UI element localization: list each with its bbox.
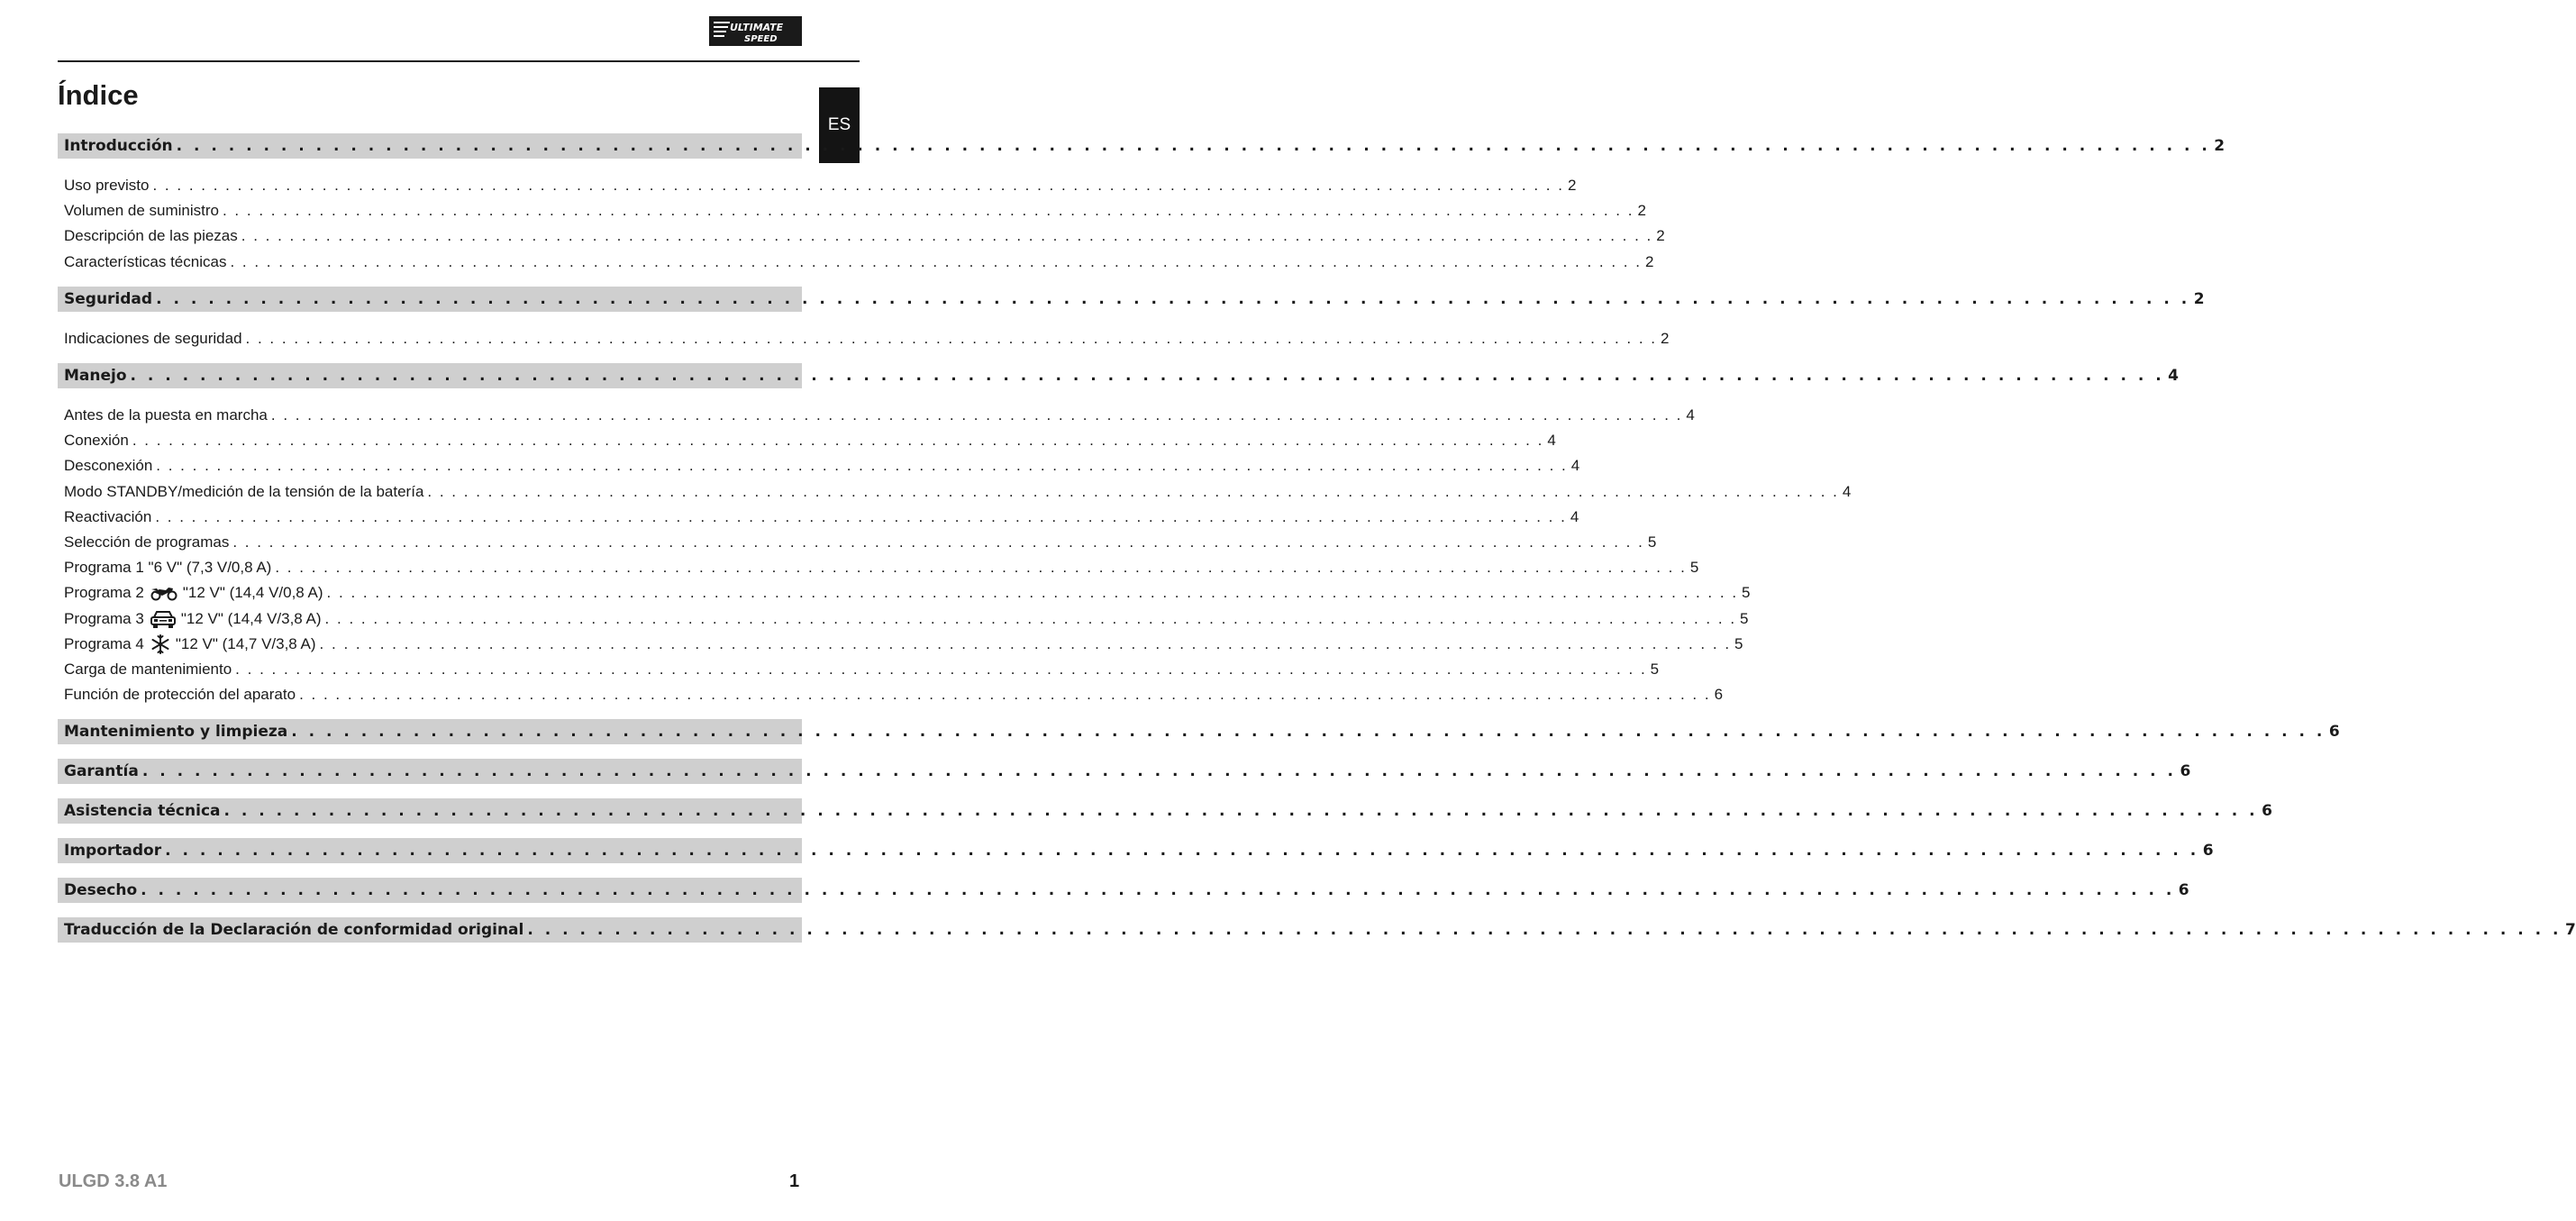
- toc-page: 4: [1686, 406, 1695, 424]
- table-of-contents: [58, 133, 2576, 943]
- toc-label: Características técnicas: [64, 252, 227, 270]
- toc-label: Desconexión: [64, 457, 153, 475]
- toc-page: 2: [1637, 202, 1646, 220]
- toc-page: 5: [1740, 609, 1749, 627]
- brand-logo: [709, 16, 802, 46]
- toc-label: Programa 4: [64, 634, 144, 652]
- toc-entry-programa2[interactable]: [58, 580, 1751, 606]
- toc-leader: . . . . . . . . . . . . . . . . . . . . . . . . . . . . . . . . . . . . . . . . . . . . . . . . . . . . . . . . . . . . . . . . . . . . . . . . . . . . . . . . . . . . . . . . . . . . . . . . . . . . . . . . . . . . . . . . . . . . .: [152, 177, 1564, 195]
- toc-page: 4: [2168, 366, 2180, 385]
- toc-label: Programa 3: [64, 609, 144, 627]
- toc-page: 4: [1842, 482, 1852, 500]
- toc-entry-indicaciones[interactable]: [58, 326, 1670, 351]
- toc-entry-conexion[interactable]: [58, 428, 1556, 453]
- toc-page: 6: [1714, 686, 1724, 704]
- toc-leader: . . . . . . . . . . . . . . . . . . . . . . . . . . . . . . . . . . . . . . . . . . . . . . . . . . . . . . . . . . . . . . . . . . . . . . . . . . . . . . . . . . . . . . . . . . . . . . . . . . . . . . . . . . . . . . . . . . . . .: [245, 329, 1658, 347]
- toc-entry-carga[interactable]: [58, 657, 1660, 682]
- page-title: Índice: [58, 79, 139, 111]
- toc-page: 6: [2180, 762, 2191, 781]
- toc-page: 2: [2214, 137, 2226, 155]
- header-rule: [58, 60, 860, 62]
- toc-page: 6: [2328, 723, 2340, 742]
- toc-page: 4: [1570, 457, 1580, 475]
- toc-section-traduccion[interactable]: [58, 917, 2576, 943]
- toc-page: 5: [1647, 533, 1657, 551]
- toc-leader: . . . . . . . . . . . . . . . . . . . . . . . . . . . . . . . . . . . . . . . . . . . . . . . . . . . . . . . . . . . . . . . . . . . . . . . . . . . . . . . . . . . . . . . . . . . . . . . . . . . . . . . . . . . . . . . . . . . . .: [275, 559, 1687, 577]
- toc-leader: . . . . . . . . . . . . . . . . . . . . . . . . . . . . . . . . . . . . . . . . . . . . . . . . . . . . . . . . . . . . . . . . . . . . . . . . . . . . . . . . . . . . . . . . . . . . . . . . . . . . . . . . . . . . . . . . . . . . .: [176, 137, 2211, 155]
- toc-label: Reactivación: [64, 507, 152, 525]
- toc-leader: . . . . . . . . . . . . . . . . . . . . . . . . . . . . . . . . . . . . . . . . . . . . . . . . . . . . . . . . . . . . . . . . . . . . . . . . . . . . . . . . . . . . . . . . . . . . . . . . . . . . . . . . . . . . . . . . . . . . .: [241, 227, 1653, 245]
- toc-leader: . . . . . . . . . . . . . . . . . . . . . . . . . . . . . . . . . . . . . . . . . . . . . . . . . . . . . . . . . . . . . . . . . . . . . . . . . . . . . . . . . . . . . . . . . . . . . . . . . . . . . . . . . . . . . . . . . . . . .: [155, 507, 1567, 525]
- toc-page: 2: [2193, 289, 2205, 308]
- toc-page: 7: [2564, 921, 2576, 940]
- toc-label: Carga de mantenimiento: [64, 660, 232, 678]
- toc-leader: . . . . . . . . . . . . . . . . . . . . . . . . . . . . . . . . . . . . . . . . . . . . . . . . . . . . . . . . . . . . . . . . . . . . . . . . . . . . . . . . . . . . . . . . . . . . . . . . . . . . . . . . . . . . . . . . . . . . .: [291, 723, 2326, 742]
- toc-label: Indicaciones de seguridad: [64, 329, 242, 347]
- toc-entry-volumen[interactable]: [58, 198, 1646, 223]
- toc-leader: . . . . . . . . . . . . . . . . . . . . . . . . . . . . . . . . . . . . . . . . . . . . . . . . . . . . . . . . . . . . . . . . . . . . . . . . . . . . . . . . . . . . . . . . . . . . . . . . . . . . . . . . . . . . . . . . . . . . .: [156, 457, 1568, 475]
- toc-leader: . . . . . . . . . . . . . . . . . . . . . . . . . . . . . . . . . . . . . . . . . . . . . . . . . . . . . . . . . . . . . . . . . . . . . . . . . . . . . . . . . . . . . . . . . . . . . . . . . . . . . . . . . . . . . . . . . . . . .: [527, 921, 2562, 940]
- logo-text-speed: SPEED: [744, 34, 778, 44]
- toc-label: Asistencia técnica: [64, 802, 221, 821]
- toc-entry-funcion[interactable]: [58, 682, 1724, 707]
- toc-section-importador[interactable]: [58, 838, 2214, 863]
- toc-leader: . . . . . . . . . . . . . . . . . . . . . . . . . . . . . . . . . . . . . . . . . . . . . . . . . . . . . . . . . . . . . . . . . . . . . . . . . . . . . . . . . . . . . . . . . . . . . . . . . . . . . . . . . . . . . . . . . . . . .: [141, 881, 2175, 900]
- toc-entry-seleccion[interactable]: [58, 530, 1657, 555]
- toc-page: 2: [1661, 329, 1670, 347]
- snowflake-icon: [150, 633, 171, 655]
- toc-leader: . . . . . . . . . . . . . . . . . . . . . . . . . . . . . . . . . . . . . . . . . . . . . . . . . . . . . . . . . . . . . . . . . . . . . . . . . . . . . . . . . . . . . . . . . . . . . . . . . . . . . . . . . . . . . . . . . . . . .: [222, 202, 1634, 220]
- toc-entry-descripcion[interactable]: [58, 223, 1665, 249]
- toc-leader: . . . . . . . . . . . . . . . . . . . . . . . . . . . . . . . . . . . . . . . . . . . . . . . . . . . . . . . . . . . . . . . . . . . . . . . . . . . . . . . . . . . . . . . . . . . . . . . . . . . . . . . . . . . . . . . . . . . . .: [427, 482, 1839, 500]
- toc-label: Introducción: [64, 137, 173, 155]
- toc-leader: . . . . . . . . . . . . . . . . . . . . . . . . . . . . . . . . . . . . . . . . . . . . . . . . . . . . . . . . . . . . . . . . . . . . . . . . . . . . . . . . . . . . . . . . . . . . . . . . . . . . . . . . . . . . . . . . . . . . .: [319, 634, 1732, 652]
- toc-label: Antes de la puesta en marcha: [64, 406, 268, 424]
- toc-leader: . . . . . . . . . . . . . . . . . . . . . . . . . . . . . . . . . . . . . . . . . . . . . . . . . . . . . . . . . . . . . . . . . . . . . . . . . . . . . . . . . . . . . . . . . . . . . . . . . . . . . . . . . . . . . . . . . . . . .: [130, 366, 2165, 385]
- toc-label: Modo STANDBY/medición de la tensión de la batería: [64, 482, 424, 500]
- toc-page: 6: [2178, 881, 2189, 900]
- toc-section-asistencia[interactable]: [58, 798, 2272, 824]
- toc-label: Conexión: [64, 432, 129, 450]
- toc-label: Programa 2: [64, 584, 144, 602]
- toc-label: Desecho: [64, 881, 138, 900]
- toc-label: Programa 1 "6 V" (7,3 V/0,8 A): [64, 559, 272, 577]
- toc-leader: . . . . . . . . . . . . . . . . . . . . . . . . . . . . . . . . . . . . . . . . . . . . . . . . . . . . . . . . . . . . . . . . . . . . . . . . . . . . . . . . . . . . . . . . . . . . . . . . . . . . . . . . . . . . . . . . . . . . .: [235, 660, 1647, 678]
- toc-label: Traducción de la Declaración de conformidad original: [64, 921, 524, 940]
- toc-section-manejo[interactable]: [58, 363, 2180, 388]
- toc-entry-programa4[interactable]: [58, 632, 1743, 657]
- toc-section-garantia[interactable]: [58, 759, 2191, 784]
- toc-label: Garantía: [64, 762, 139, 781]
- toc-section-mantenimiento[interactable]: [58, 719, 2340, 744]
- toc-section-introduccion[interactable]: [58, 133, 2226, 159]
- toc-entry-standby[interactable]: [58, 479, 1852, 505]
- toc-entry-programa3[interactable]: [58, 606, 1749, 631]
- toc-leader: . . . . . . . . . . . . . . . . . . . . . . . . . . . . . . . . . . . . . . . . . . . . . . . . . . . . . . . . . . . . . . . . . . . . . . . . . . . . . . . . . . . . . . . . . . . . . . . . . . . . . . . . . . . . . . . . . . . . .: [165, 842, 2199, 861]
- toc-label: Volumen de suministro: [64, 202, 219, 220]
- footer-model-number: ULGD 3.8 A1: [59, 1171, 168, 1191]
- footer-page-number: 1: [789, 1171, 800, 1191]
- toc-label-suffix: "12 V" (14,4 V/3,8 A): [180, 609, 322, 627]
- motorcycle-icon: [150, 585, 178, 601]
- toc-section-seguridad[interactable]: [58, 287, 2205, 312]
- toc-label: Uso previsto: [64, 177, 150, 195]
- toc-page: 2: [1656, 227, 1665, 245]
- toc-page: 6: [2202, 842, 2214, 861]
- toc-label-suffix: "12 V" (14,7 V/3,8 A): [175, 634, 316, 652]
- toc-label: Mantenimiento y limpieza: [64, 723, 288, 742]
- toc-leader: . . . . . . . . . . . . . . . . . . . . . . . . . . . . . . . . . . . . . . . . . . . . . . . . . . . . . . . . . . . . . . . . . . . . . . . . . . . . . . . . . . . . . . . . . . . . . . . . . . . . . . . . . . . . . . . . . . . . .: [223, 802, 2259, 821]
- toc-label: Manejo: [64, 366, 127, 385]
- toc-leader: . . . . . . . . . . . . . . . . . . . . . . . . . . . . . . . . . . . . . . . . . . . . . . . . . . . . . . . . . . . . . . . . . . . . . . . . . . . . . . . . . . . . . . . . . . . . . . . . . . . . . . . . . . . . . . . . . . . . .: [132, 432, 1544, 450]
- toc-label: Selección de programas: [64, 533, 230, 551]
- toc-leader: . . . . . . . . . . . . . . . . . . . . . . . . . . . . . . . . . . . . . . . . . . . . . . . . . . . . . . . . . . . . . . . . . . . . . . . . . . . . . . . . . . . . . . . . . . . . . . . . . . . . . . . . . . . . . . . . . . . . .: [141, 762, 2177, 781]
- toc-entry-desconexion[interactable]: [58, 453, 1580, 478]
- language-tab: ES: [819, 87, 860, 163]
- toc-label: Seguridad: [64, 289, 153, 308]
- toc-leader: . . . . . . . . . . . . . . . . . . . . . . . . . . . . . . . . . . . . . . . . . . . . . . . . . . . . . . . . . . . . . . . . . . . . . . . . . . . . . . . . . . . . . . . . . . . . . . . . . . . . . . . . . . . . . . . . . . . . .: [324, 609, 1737, 627]
- toc-leader: . . . . . . . . . . . . . . . . . . . . . . . . . . . . . . . . . . . . . . . . . . . . . . . . . . . . . . . . . . . . . . . . . . . . . . . . . . . . . . . . . . . . . . . . . . . . . . . . . . . . . . . . . . . . . . . . . . . . .: [299, 686, 1711, 704]
- toc-page: 4: [1570, 507, 1579, 525]
- toc-label: Importador: [64, 842, 162, 861]
- toc-leader: . . . . . . . . . . . . . . . . . . . . . . . . . . . . . . . . . . . . . . . . . . . . . . . . . . . . . . . . . . . . . . . . . . . . . . . . . . . . . . . . . . . . . . . . . . . . . . . . . . . . . . . . . . . . . . . . . . . . .: [232, 533, 1644, 551]
- toc-leader: . . . . . . . . . . . . . . . . . . . . . . . . . . . . . . . . . . . . . . . . . . . . . . . . . . . . . . . . . . . . . . . . . . . . . . . . . . . . . . . . . . . . . . . . . . . . . . . . . . . . . . . . . . . . . . . . . . . . .: [156, 289, 2190, 308]
- toc-entry-reactivacion[interactable]: [58, 505, 1579, 530]
- toc-label: Función de protección del aparato: [64, 686, 296, 704]
- toc-entry-caracteristicas[interactable]: [58, 250, 1654, 275]
- toc-page: 4: [1547, 432, 1556, 450]
- toc-entry-programa1[interactable]: [58, 555, 1699, 580]
- toc-entry-antes[interactable]: [58, 403, 1695, 428]
- toc-page: 2: [1567, 177, 1577, 195]
- toc-leader: . . . . . . . . . . . . . . . . . . . . . . . . . . . . . . . . . . . . . . . . . . . . . . . . . . . . . . . . . . . . . . . . . . . . . . . . . . . . . . . . . . . . . . . . . . . . . . . . . . . . . . . . . . . . . . . . . . . . .: [326, 584, 1739, 602]
- toc-leader: . . . . . . . . . . . . . . . . . . . . . . . . . . . . . . . . . . . . . . . . . . . . . . . . . . . . . . . . . . . . . . . . . . . . . . . . . . . . . . . . . . . . . . . . . . . . . . . . . . . . . . . . . . . . . . . . . . . . .: [230, 252, 1642, 270]
- toc-page: 5: [1689, 559, 1699, 577]
- toc-page: 2: [1644, 252, 1654, 270]
- toc-page: 5: [1650, 660, 1660, 678]
- toc-leader: . . . . . . . . . . . . . . . . . . . . . . . . . . . . . . . . . . . . . . . . . . . . . . . . . . . . . . . . . . . . . . . . . . . . . . . . . . . . . . . . . . . . . . . . . . . . . . . . . . . . . . . . . . . . . . . . . . . . .: [270, 406, 1683, 424]
- toc-label: Descripción de las piezas: [64, 227, 238, 245]
- toc-label-suffix: "12 V" (14,4 V/0,8 A): [182, 584, 323, 602]
- toc-page: 5: [1734, 634, 1743, 652]
- logo-text-ultimate: ULTIMATE: [730, 22, 784, 33]
- toc-entry-uso-previsto[interactable]: [58, 173, 1577, 198]
- car-icon: [150, 609, 177, 629]
- toc-section-desecho[interactable]: [58, 878, 2189, 903]
- toc-page: 6: [2262, 802, 2272, 821]
- toc-page: 5: [1742, 584, 1751, 602]
